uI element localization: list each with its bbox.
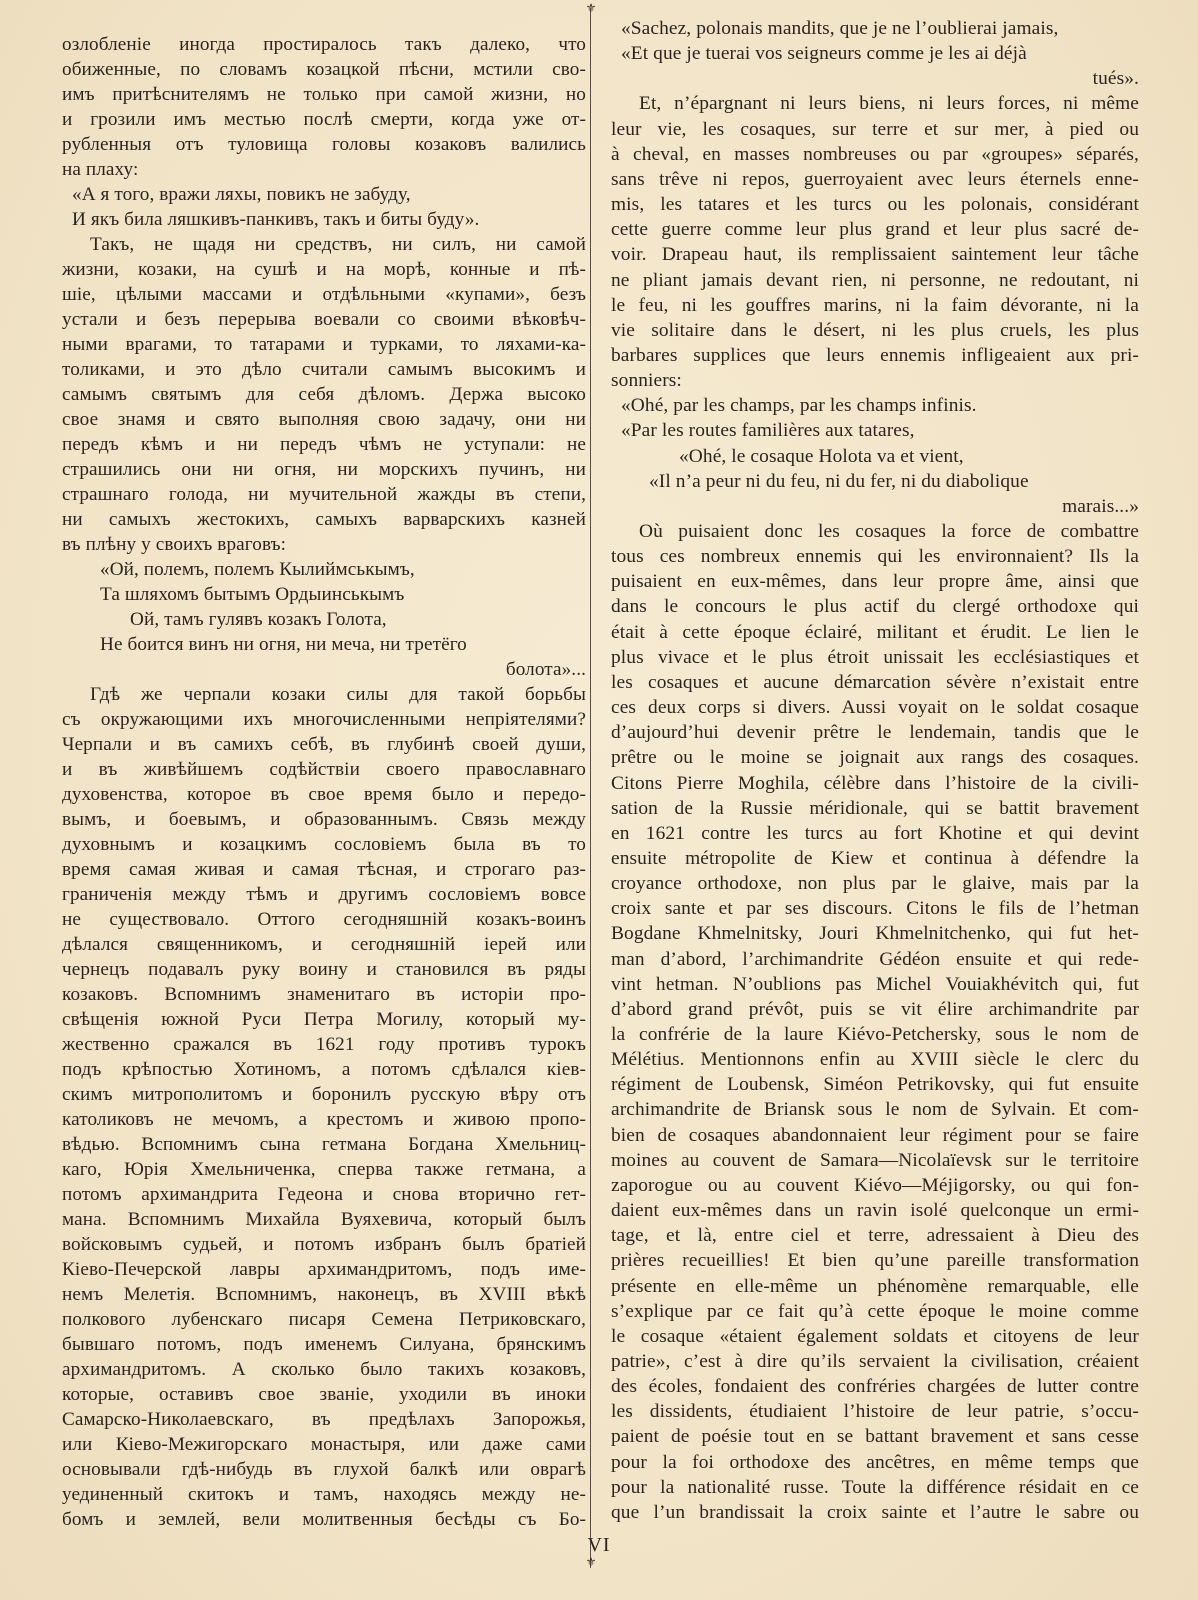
text-line: «Ой, полемъ, полемъ Кылиймськымъ,: [100, 559, 415, 580]
text-line: prières recueillies! Et bien qu’une pareille transformation: [611, 1250, 1139, 1272]
text-line: d’aujourd’hui devenir prêtre le lendemain, tandis que le: [611, 722, 1139, 744]
text-line: страшились они ни огня, ни морскихъ пучинъ, ни: [62, 459, 586, 480]
text-line: plus vivace et le plus étroit unissait les ecclésiastiques et: [611, 646, 1139, 668]
text-line: «Ohé, le cosaque Holota va et vient,: [679, 445, 964, 467]
text-line: или Кіево-Межигорскаго монастыря, или даже сами: [62, 1434, 586, 1455]
text-line: шіе, цѣлыми массами и отдѣльными «купами», безъ: [62, 284, 586, 305]
text-line: Ой, тамъ гулявъ козакъ Голота,: [130, 609, 387, 630]
text-line: marais...»: [1062, 495, 1139, 517]
text-line: mis, les tatares et les turcs ou les polonais, considérant: [611, 194, 1139, 216]
text-line: духовенства, которое въ свое время было и передо-: [62, 784, 586, 805]
text-line: croix sante et par ses discours. Citons le fils de l’hetman: [611, 898, 1139, 920]
text-line: основывали гдѣ-нибудь въ глухой балкѣ или оврагѣ: [62, 1459, 586, 1480]
text-line: немъ Мелетія. Вспомнимъ, наконецъ, въ XVIII вѣкѣ: [62, 1284, 586, 1305]
text-line: страшнаго голода, ни мучительной жажды въ степи,: [62, 484, 586, 505]
text-line: передъ кѣмъ и ни передъ чѣмъ не уступали: не: [62, 434, 586, 455]
text-line: moines au couvent de Samara—Nicolaïevsk sur le territoire: [611, 1149, 1139, 1171]
text-line: потомъ архимандрита Гедеона и снова вторично гет-: [62, 1184, 586, 1205]
text-line: tous ces nombreux ennemis qui les environnaient? Ils la: [611, 546, 1139, 568]
text-line: pour la nationalité russe. Toute la différence résidait en ce: [611, 1476, 1139, 1498]
text-line: мана. Вспомнимъ Михайла Вуяхевича, который былъ: [62, 1209, 586, 1230]
text-line: s’explique par ce fait qu’à cette époque le moine comme: [611, 1300, 1139, 1322]
text-line: католиковъ не мечомъ, а крестомъ и живою пропо-: [62, 1109, 586, 1130]
text-line: дѣлался священникомъ, и сегодняшній іерей или: [62, 934, 586, 955]
text-line: sans trêve ni repos, guerroyaient avec leurs éternels enne-: [611, 168, 1139, 190]
text-line: жизни, козаки, на сушѣ и на морѣ, конные и пѣ-: [62, 259, 586, 280]
text-line: le feu, ni les gouffres marins, ni la faim dévorante, ni la: [611, 294, 1139, 316]
text-line: и грозили имъ местью послѣ смерти, когда уже от-: [62, 109, 586, 130]
text-line: полкового лубенскаго писаря Семена Петриковскаго,: [62, 1309, 586, 1330]
text-line: dans le concours le plus actif du clergé orthodoxe qui: [611, 596, 1139, 618]
text-line: barbares supplices que leurs ennemis infligeaient aux pri-: [611, 344, 1139, 366]
text-line: Не боится винъ ни огня, ни меча, ни третёго: [100, 634, 467, 655]
text-line: «А я того, вражи ляхы, повикъ не забуду,: [72, 184, 411, 205]
text-line: tués».: [1092, 68, 1139, 90]
text-line: Où puisaient donc les cosaques la force de combattre: [639, 521, 1139, 542]
text-line: la confrérie de la laure Kiévo-Petchersky, sous le nom de: [611, 1024, 1139, 1045]
text-line: était à cette époque éclairé, militant et érudit. Le lien le: [611, 621, 1139, 643]
text-line: Кіево-Печерской лавры архимандритомъ, подъ име-: [62, 1259, 586, 1280]
text-line: le cosaque «étaient également soldats et citoyens de leur: [611, 1325, 1139, 1347]
text-line: Та шляхомъ бытымъ Ордыинськымъ: [100, 584, 405, 605]
text-line: чернецъ подавалъ руку воину и становился въ ряды: [62, 959, 586, 980]
text-line: daient eux-mêmes dans un ravin isolé quelconque un ermi-: [611, 1200, 1139, 1222]
text-line: въ плѣну у своихъ враговъ:: [62, 534, 287, 555]
column-divider-rule: [590, 8, 591, 1568]
text-line: ne pliant jamais devant rien, ni personne, ne redoutant, ni: [611, 269, 1139, 291]
text-line: граниченія между тѣмъ и другимъ сословіемъ вовсе: [62, 884, 586, 905]
text-line: cette guerre comme leur plus grand et leur plus sacré de-: [611, 219, 1139, 241]
text-line: Такъ, не щадя ни средствъ, ни силъ, ни самой: [90, 234, 586, 255]
text-line: время самая живая и самая тѣсная, и строгаго раз-: [62, 859, 586, 880]
text-line: présente en elle-même un phénomène remarquable, elle: [611, 1275, 1139, 1297]
text-line: «Ohé, par les champs, par les champs infinis.: [621, 395, 977, 417]
text-line: pour la foi orthodoxe des ancêtres, en même temps que: [611, 1451, 1139, 1473]
fleuron-top-icon: ⚜: [585, 1, 597, 15]
text-line: самымъ святымъ для себя дѣломъ. Держа высоко: [62, 384, 586, 405]
text-line: ни самыхъ жестокихъ, самыхъ варварскихъ казней: [62, 509, 586, 530]
page-number: VI: [587, 1534, 611, 1556]
text-line: каго, Юрія Хмельниченка, сперва также гетмана, а: [62, 1159, 586, 1180]
text-line: жественно сражался въ 1621 году противъ турокъ: [62, 1034, 586, 1055]
text-line: свѣщенія южной Руси Петра Могилу, который му-: [62, 1009, 586, 1030]
text-line: архимандритомъ. А сколько было такихъ козаковъ,: [62, 1359, 586, 1380]
text-line: скимъ митрополитомъ и боронилъ русскую вѣру отъ: [62, 1084, 586, 1105]
text-line: sonniers:: [611, 370, 682, 392]
text-line: болота»...: [505, 659, 586, 680]
text-line: ными врагами, то татарами и турками, то ляхами-ка-: [62, 334, 586, 355]
text-line: уединенный скитокъ и тамъ, находясь между не-: [62, 1484, 586, 1505]
text-line: подъ крѣпостью Хотиномъ, а потомъ сдѣлался кіев-: [62, 1059, 586, 1080]
text-line: не существовало. Оттого сегодняшній козакъ-воинъ: [62, 909, 586, 930]
text-line: рубленныя отъ туловища головы козаковъ валились: [62, 134, 586, 155]
text-line: Citons Pierre Moghila, célèbre dans l’histoire de la civili-: [611, 772, 1139, 794]
text-line: puisaient en eux-mêmes, dans leur propre âme, ainsi que: [611, 571, 1139, 593]
text-line: духовнымъ и козацкимъ сословіемъ была въ то: [62, 834, 586, 855]
text-line: des écoles, fondaient des confréries chargées de lutter contre: [611, 1376, 1139, 1398]
text-line: И якъ била ляшкивъ-панкивъ, такъ и биты буду».: [72, 209, 480, 230]
text-line: en 1621 contre les turcs au fort Khotine et qui devint: [611, 822, 1139, 844]
text-line: съ окружающими ихъ многочисленными непріятелями?: [62, 709, 586, 730]
text-line: vint hetman. N’oublions pas Michel Vouiakhévitch qui, fut: [611, 973, 1139, 995]
text-line: prêtre ou le moine se joignait aux rangs des cosaques.: [611, 747, 1139, 769]
text-line: man d’abord, l’archimandrite Gédéon ensuite et qui rede-: [611, 948, 1139, 970]
text-line: «Il n’a peur ni du feu, ni du fer, ni du diabolique: [649, 470, 1029, 492]
text-line: sation de la Russie méridionale, qui se battit bravement: [611, 797, 1139, 819]
text-line: bien de cosaques abandonnaient leur régiment pour se faire: [611, 1124, 1139, 1146]
text-line: озлобленіе иногда простиралось такъ далеко, что: [62, 34, 586, 55]
text-line: и въ живѣйшемъ содѣйствіи своего православнаго: [62, 759, 586, 780]
text-line: ensuite métropolite de Kiew et continua à défendre la: [611, 847, 1139, 869]
fleuron-bottom-icon: ⚜: [585, 1555, 597, 1569]
text-line: свое знамя и свято выполняя свою задачу, они ни: [62, 409, 586, 430]
text-line: войсковымъ судьей, и потомъ избранъ былъ братіей: [62, 1234, 586, 1255]
text-line: Mélétius. Mentionnons enfin au XVIII siècle le clerc du: [611, 1049, 1139, 1071]
text-line: d’abord grand prévôt, puis se vit élire archimandrite par: [611, 998, 1139, 1020]
text-line: patrie», c’est à dire qu’ils servaient la civilisation, créaient: [611, 1350, 1139, 1372]
text-line: tage, et là, entre ciel et terre, adressaient à Dieu des: [611, 1225, 1139, 1247]
text-line: Bogdane Khmelnitsky, Jouri Khmelnitchenko, qui fut het-: [611, 923, 1139, 945]
text-line: à cheval, en masses nombreuses ou par «groupes» séparés,: [611, 143, 1139, 165]
text-line: «Sachez, polonais mandits, que je ne l’oublierai jamais,: [621, 18, 1059, 39]
text-line: толиками, и это дѣло считали самымъ высокимъ и: [62, 359, 586, 380]
text-line: les dissidents, étudiaient l’histoire de leur patrie, s’occu-: [611, 1401, 1139, 1423]
text-line: Самарско-Николаевскаго, въ предѣлахъ Запорожья,: [62, 1409, 586, 1430]
text-line: Черпали и въ самихъ себѣ, въ глубинѣ своей души,: [62, 734, 586, 755]
text-line: Et, n’épargnant ni leurs biens, ni leurs forces, ni même: [639, 93, 1139, 115]
text-line: козаковъ. Вспомнимъ знаменитаго въ исторіи про-: [62, 984, 586, 1005]
text-line: régiment de Loubensk, Siméon Petrikovsky, qui fut ensuite: [611, 1074, 1139, 1096]
text-line: ces deux corps si divers. Aussi voyait on le soldat cosaque: [611, 697, 1139, 719]
text-line: на плаху:: [62, 159, 139, 180]
text-line: les cosaques et aucune démarcation sévère n’existait entre: [611, 671, 1139, 693]
text-line: voir. Drapeau haut, ils remplissaient saintement leur tâche: [611, 244, 1139, 266]
text-line: имъ притѣснителямъ не только при самой жизни, но: [62, 84, 586, 105]
text-line: leur vie, les cosaques, sur terre et sur mer, à pied ou: [611, 118, 1139, 140]
text-line: vie solitaire dans le désert, ni les plus cruels, les plus: [611, 319, 1139, 341]
text-line: обиженные, по словамъ козацкой пѣсни, мстили сво-: [62, 59, 586, 80]
text-line: que l’un brandissait la croix sainte et l’autre le sabre ou: [611, 1501, 1139, 1523]
text-line: croyance orthodoxe, non plus par le glaive, mais par la: [611, 873, 1139, 895]
text-line: Гдѣ же черпали козаки силы для такой борьбы: [90, 684, 586, 705]
text-line: «Et que je tuerai vos seigneurs comme je les ai déjà: [621, 43, 1027, 65]
text-line: вѣдью. Вспомнимъ сына гетмана Богдана Хмельниц-: [62, 1134, 586, 1155]
text-line: которые, оставивъ свое званіе, уходили въ иноки: [62, 1384, 586, 1405]
text-line: вымъ, и боевымъ, и образованнымъ. Связь между: [62, 809, 586, 830]
text-line: archimandrite de Briansk sous le nom de Sylvain. Et com-: [611, 1099, 1139, 1121]
text-line: paient de poésie tout en se battant bravement et sans cesse: [611, 1426, 1139, 1448]
text-line: бывшаго потомъ, подъ именемъ Силуана, брянскимъ: [62, 1334, 586, 1355]
text-line: бомъ и землей, вели молитвенныя бесѣды съ Бо-: [62, 1509, 586, 1530]
text-line: «Par les routes familières aux tatares,: [621, 420, 915, 442]
text-line: устали и безъ перерыва воевали со своими вѣковѣч-: [62, 309, 586, 330]
text-line: zaporogue ou au couvent Kiévo—Méjigorsky, ou qui fon-: [611, 1174, 1139, 1196]
